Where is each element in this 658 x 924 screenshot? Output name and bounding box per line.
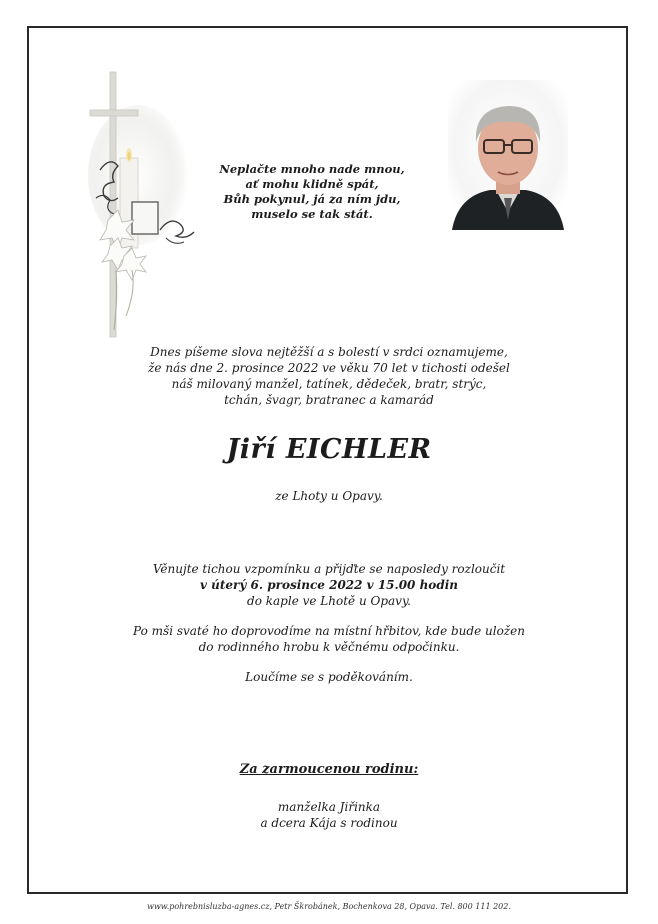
portrait-photo xyxy=(448,80,568,230)
mourner: a dcera Kája s rodinou xyxy=(260,816,398,830)
burial-line: do rodinného hrobu k věčnému odpočinku. xyxy=(198,640,460,654)
thanks-text: Loučíme se s poděkováním. xyxy=(245,670,413,684)
announcement-line: tchán, švagr, bratranec a kamarád xyxy=(224,393,434,407)
footer-contact: www.pohrebnisluzba-agnes.cz, Petr Škrobánek, Bochenkova 28, Opava. Tel. 800 111 202. xyxy=(147,902,511,911)
deceased-name: Jiří EICHLER xyxy=(226,434,432,465)
announcement-line: že nás dne 2. prosince 2022 ve věku 70 let v tichosti odešel xyxy=(148,361,510,375)
mourner: manželka Jiřinka xyxy=(277,800,381,814)
cross-candle-lilies-icon xyxy=(80,70,205,342)
mourners-list xyxy=(60,799,598,831)
announcement-line: náš milovaný manžel, tatínek, dědeček, bratr, strýc, xyxy=(171,377,487,391)
ceremony-info xyxy=(60,561,598,609)
poem-line: muselo se tak stát. xyxy=(251,207,373,221)
announcement xyxy=(60,344,598,408)
ceremony-datetime: v úterý 6. prosince 2022 v 15.00 hodin xyxy=(200,578,458,592)
poem xyxy=(212,162,412,222)
origin-text: ze Lhoty u Opavy. xyxy=(275,489,383,503)
poem-line: ať mohu klidně spát, xyxy=(245,177,379,191)
burial-line: Po mši svaté ho doprovodíme na místní hřbitov, kde bude uložen xyxy=(133,624,525,638)
announcement-line: Dnes píšeme slova nejtěžší a s bolestí v srdci oznamujeme, xyxy=(150,345,508,359)
ceremony-place: do kaple ve Lhotě u Opavy. xyxy=(247,594,411,608)
poem-line: Neplačte mnoho nade mnou, xyxy=(219,162,405,176)
burial-info xyxy=(60,623,598,655)
poem-line: Bůh pokynul, já za ním jdu, xyxy=(223,192,401,206)
family-heading: Za zarmoucenou rodinu: xyxy=(239,762,419,777)
ceremony-invite: Věnujte tichou vzpomínku a přijďte se naposledy rozloučit xyxy=(152,562,506,576)
